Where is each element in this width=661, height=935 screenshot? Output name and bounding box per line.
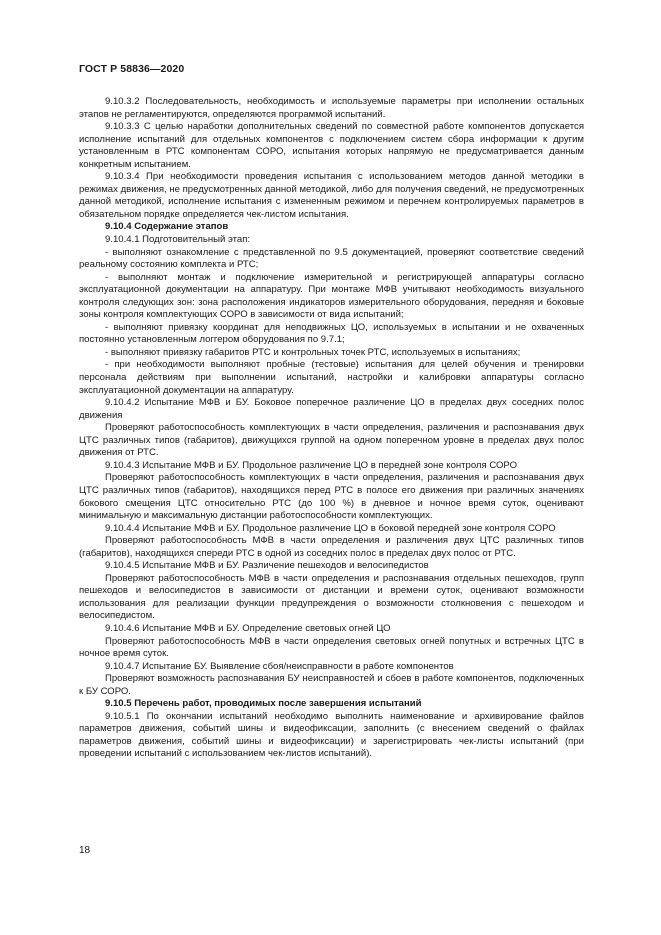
paragraph-9-10-4-7: 9.10.4.7 Испытание БУ. Выявление сбоя/неисправности в работе компонентов (105, 660, 454, 672)
page-number: 18 (79, 845, 91, 856)
paragraph-9-10-4-6: 9.10.4.6 Испытание МФВ и БУ. Определение световых огней ЦО (105, 622, 391, 634)
list-item-documentation-review: - выполняют ознакомление с представленной по 9.5 документацией, проверяют соответствие сведений реальному состоянию комплекта и РТС; (79, 246, 584, 271)
paragraph-9-10-4-6-text: Проверяют работоспособность МФВ в части определения световых огней попутных и встречных ЦТС в ночное время суток. (79, 635, 584, 660)
paragraph-9-10-5-1: 9.10.5.1 По окончании испытаний необходимо выполнить наименование и архивирование файлов параметров движения, событий шины и видеофиксации, заполнить (с внесением сведений о файлах параметров движения, событий шины и видеофиксации) и зарегистрировать чек-листы испытаний (при проведении испытаний с использованием чек-листов испытаний). (79, 710, 584, 760)
list-item-test-runs: - при необходимости выполняют пробные (тестовые) испытания для целей обучения и тренировки персонала действиям при выполнении испытаний, настройки и калибровки аппаратуры согласно эксплуатационной документации на аппаратуру. (79, 359, 584, 396)
paragraph-9-10-4-7-text: Проверяют возможность распознавания БУ неисправностей и сбоев в работе компонентов, подключенных к БУ СОРО. (79, 673, 584, 697)
list-item-dimension-binding: - выполняют привязку габаритов РТС и контрольных точек РТС, используемых в испытаниях; (105, 346, 521, 358)
paragraph-9-10-4-5: 9.10.4.5 Испытание МФВ и БУ. Различение пешеходов и велосипедистов (105, 560, 429, 572)
list-item-coordinate-binding: - выполняют привязку координат для неподвижных ЦО, используемых в испытании и не охваченных постоянно установленным логгером оборудования по 9.7.1; (79, 321, 584, 346)
paragraph-9-10-4-5-text: Проверяют работоспособность МФВ в части определения и распознавания отдельных пешеходов, групп пешеходов и велосипедистов в зависимости от дистанции и времени суток, оценивают возможности использования для реализации функции предупреждения о возможности столкновения с пешеходом и велосипедистом. (79, 572, 584, 622)
section-heading-9-10-5: 9.10.5 Перечень работ, проводимых после завершения испытаний (105, 698, 422, 710)
paragraph-9-10-4-4-text: Проверяют работоспособность МФВ в части определения и различения двух ЦТС различных типов (габаритов), находящихся спереди РТС в одной из соседних полос в пределах двух полос от РТС. (79, 535, 584, 559)
paragraph-9-10-3-3: 9.10.3.3 С целью наработки дополнительных сведений по совместной работе компонентов допускается исполнение испытаний для отдельных компонентов с подключением систем сбора информации к другим установленным в РТС компонентам СОРО, испытания которых напрямую не предусматривается данным конкретным испытанием. (79, 121, 584, 170)
document-code-header: ГОСТ Р 58836—2020 (79, 63, 185, 75)
list-item-equipment-mounting: - выполняют монтаж и подключение измерительной и регистрирующей аппаратуры согласно эксплуатационной документации на аппаратуру. При монтаже МФВ учитывают необходимость визуального контроля следующих зон: зона расположения индикаторов измерительного оборудования, передняя и боковые зоны контроля комплектующих СОРО в зависимости от вида испытаний; (79, 271, 584, 321)
paragraph-9-10-4-1: 9.10.4.1 Подготовительный этап: (105, 234, 251, 246)
paragraph-9-10-4-3: 9.10.4.3 Испытание МФВ и БУ. Продольное различение ЦО в передней зоне контроля СОРО (105, 459, 518, 471)
section-heading-9-10-4: 9.10.4 Содержание этапов (105, 221, 229, 233)
paragraph-9-10-3-4: 9.10.3.4 При необходимости проведения испытания с использованием методов данной методики в режимах движения, не предусмотренных данной методикой, либо для получения сведений, не предусмотренных данной методикой, исполнение испытания с измененным режимом и перечнем контролируемых параметров в обязательном порядке определяется чек-листом испытания. (79, 171, 584, 220)
paragraph-9-10-3-2: 9.10.3.2 Последовательность, необходимость и используемые параметры при исполнении остальных этапов не регламентируются, определяются программой испытаний. (79, 96, 584, 120)
paragraph-9-10-4-2-text: Проверяют работоспособность комплектующих в части определения, различения и распознавания двух ЦТС различных типов (габаритов), движущихся группой на одном поперечном уровне в пределах двух полос движения от РТС. (79, 422, 584, 459)
paragraph-9-10-4-4: 9.10.4.4 Испытание МФВ и БУ. Продольное различение ЦО в боковой передней зоне контроля СОРО (105, 522, 556, 534)
paragraph-9-10-4-3-text: Проверяют работоспособность комплектующих в части определения, различения и распознавания двух ЦТС различных типов (габаритов), находящихся перед РТС в полосе его движения при различных значениях бокового смещения ЦТС относительно РТС (до 100 %) в дневное и ночное время суток, оценивают минимальную и максимальную дистанции работоспособности комплектующих. (79, 472, 584, 522)
paragraph-9-10-4-2: 9.10.4.2 Испытание МФВ и БУ. Боковое поперечное различение ЦО в пределах двух соседних полос движения (79, 397, 584, 421)
document-body (79, 96, 584, 761)
